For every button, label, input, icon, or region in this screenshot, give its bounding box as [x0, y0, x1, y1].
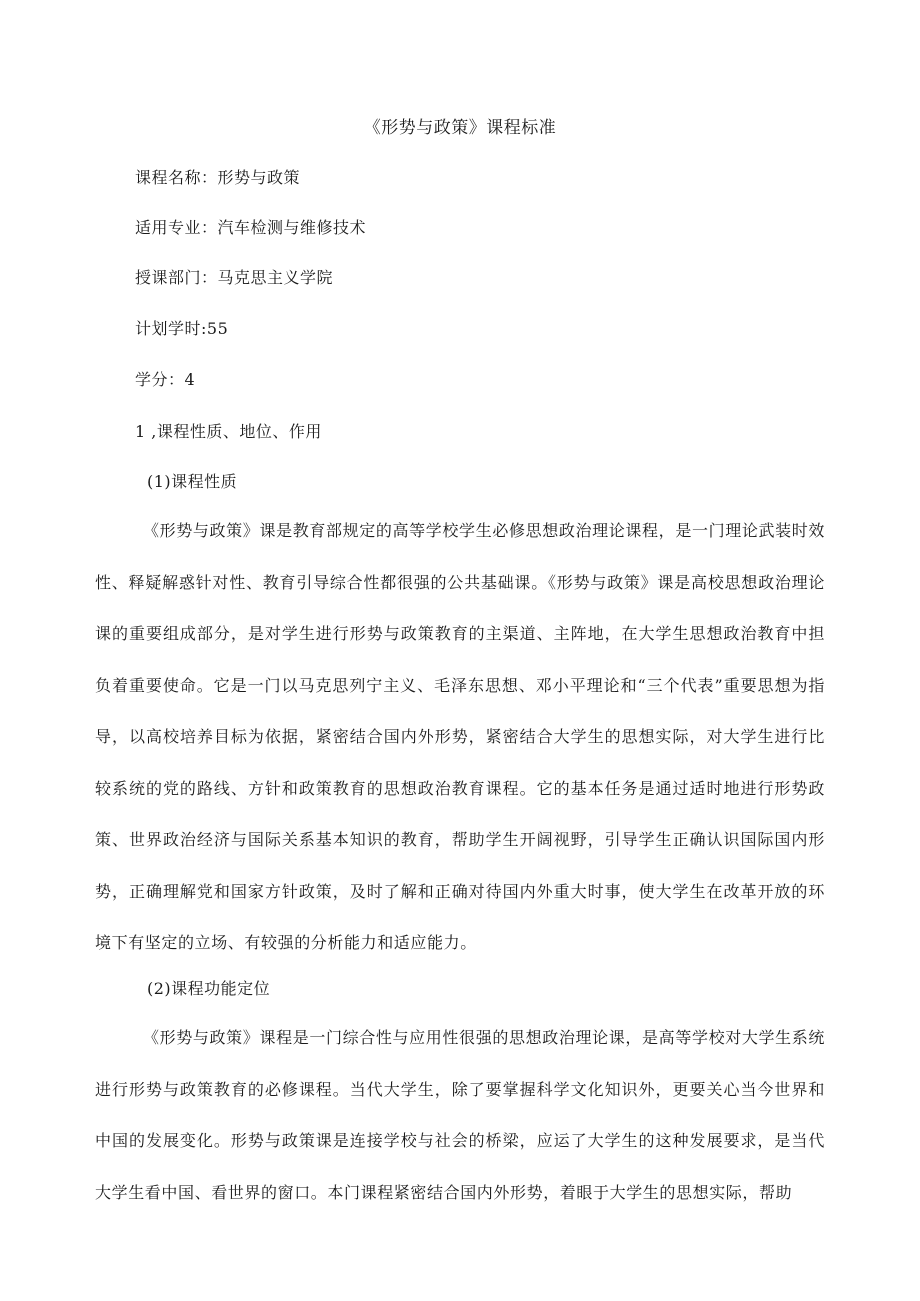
- subsection-heading-nature: (1)课程性质: [147, 472, 238, 491]
- section-heading: 1 ,课程性质、地位、作用: [135, 422, 322, 441]
- paragraph-course-function: 《形势与政策》课程是一门综合性与应用性很强的思想政治理论课，是高等学校对大学生系统进行形势与政策教育的必修课程。当代大学生，除了要掌握科学文化知识外，更要关心当今世界和中国的发展变化。形势与政策课是连接学校与社会的桥梁，应运了大学生的这种发展要求，是当代大学生看中国、看世界的窗口。本门课程紧密结合国内外形势，着眼于大学生的思想实际，帮助: [95, 1028, 825, 1202]
- document-title: 《形势与政策》课程标准: [363, 118, 557, 138]
- paragraph-course-nature: 《形势与政策》课是教育部规定的高等学校学生必修思想政治理论课程，是一门理论武装时效性、释疑解惑针对性、教育引导综合性都很强的公共基础课。《形势与政策》课是高校思想政治理论课的重要组成部分，是对学生进行形势与政策教育的主渠道、主阵地，在大学生思想政治教育中担负着重要使命。它是一门以马克思列宁主义、毛泽东思想、邓小平理论和“三个代表”重要思想为指导，以高校培养目标为依据，紧密结合国内外形势，紧密结合大学生的思想实际，对大学生进行比较系统的党的路线、方针和政策教育的思想政治教育课程。它的基本任务是通过适时地进行形势政策、世界政治经济与国际关系基本知识的教育，帮助学生开阔视野，引导学生正确认识国际国内形势，正确理解党和国家方针政策，及时了解和正确对待国内外重大时事，使大学生在改革开放的环境下有坚定的立场、有较强的分析能力和适应能力。: [95, 521, 825, 952]
- course-name-line: 课程名称：形势与政策: [135, 168, 301, 187]
- department-line: 授课部门：马克思主义学院: [135, 268, 334, 287]
- subsection-heading-function: (2)课程功能定位: [147, 979, 271, 998]
- credits-line: 学分：4: [135, 370, 196, 389]
- hours-line: 计划学时:55: [135, 319, 229, 338]
- major-line: 适用专业：汽车检测与维修技术: [135, 218, 367, 237]
